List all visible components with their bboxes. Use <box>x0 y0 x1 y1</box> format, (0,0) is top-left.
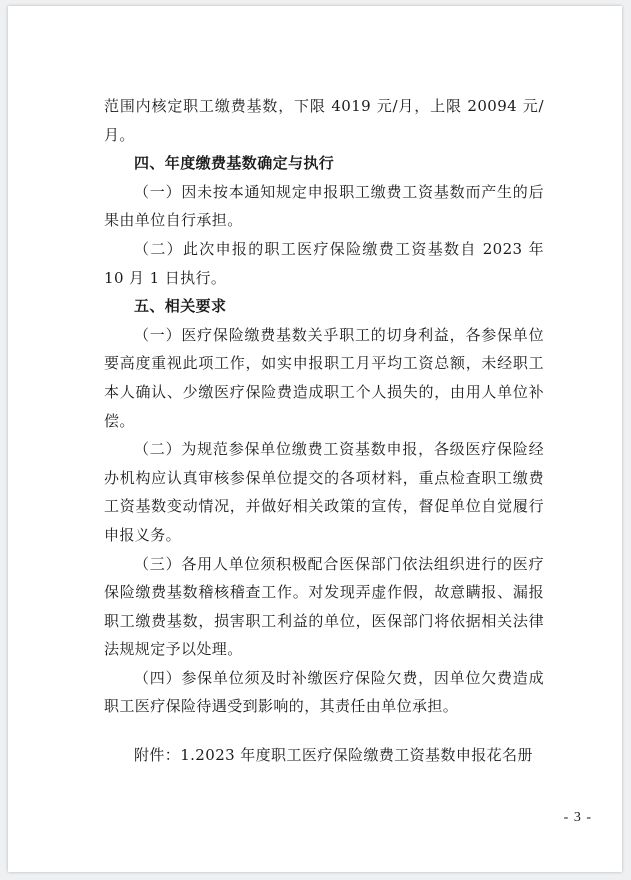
page-number: - 3 - <box>563 810 592 825</box>
document-page <box>8 6 622 872</box>
section-heading-4: 四、年度缴费基数确定与执行 <box>134 154 335 173</box>
paragraph-5-1: （一）医疗保险缴费基数关乎职工的切身利益，各参保单位要高度重视此项工作，如实申报职工月平均工资总额，未经职工本人确认、少缴医疗保险费造成职工个人损失的，由用人单位补偿。 <box>104 325 544 430</box>
paragraph-continuation: 范围内核定职工缴费基数，下限 4019 元/月，上限 20094 元/月。 <box>104 97 544 144</box>
section-heading-5: 五、相关要求 <box>134 297 227 316</box>
paragraph-4-2: （二）此次申报的职工医疗保险缴费工资基数自 2023 年 10 月 1 日执行。 <box>104 239 544 287</box>
attachment-line: 附件：1.2023 年度职工医疗保险缴费工资基数申报花名册 <box>134 746 533 765</box>
paragraph-5-2: （二）为规范参保单位缴费工资基数申报，各级医疗保险经办机构应认真审核参保单位提交的各项材料，重点检查职工缴费工资基数变动情况，并做好相关政策的宣传，督促单位自觉履行申报义务。 <box>104 440 544 544</box>
document-body <box>104 92 544 770</box>
paragraph-5-3: （三）各用人单位须积极配合医保部门依法组织进行的医疗保险缴费基数稽核稽查工作。对发现弄虚作假，故意瞒报、漏报职工缴费基数，损害职工利益的单位，医保部门将依据相关法律法规规定予以处理。 <box>104 554 544 659</box>
paragraph-4-1: （一）因未按本通知规定申报职工缴费工资基数而产生的后果由单位自行承担。 <box>104 182 544 230</box>
paragraph-5-4: （四）参保单位须及时补缴医疗保险欠费，因单位欠费造成职工医疗保险待遇受到影响的，其责任由单位承担。 <box>104 668 544 716</box>
